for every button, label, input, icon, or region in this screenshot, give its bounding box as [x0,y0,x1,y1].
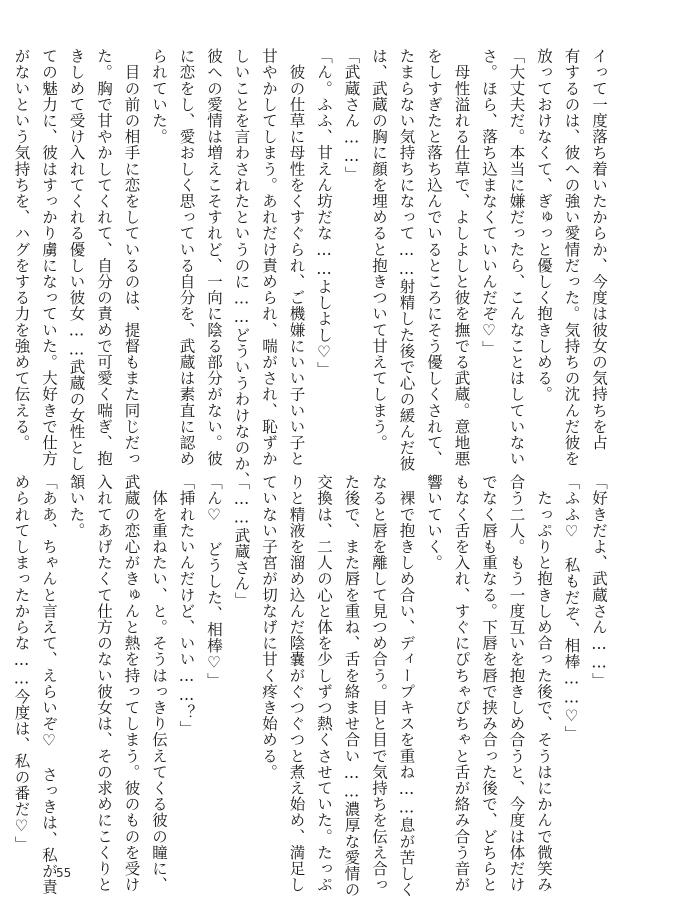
bottom-text-block [7,474,612,898]
text-column: 「挿れたいんだけど、いい……？」 [177,474,196,737]
top-text-block [7,48,612,488]
text-column: でなく唇も重なる。下唇を唇で挟み合った後で、どちらと [480,474,498,893]
text-column: 裸で抱きしめ合い、ディープキスを重ね……息が苦しく [397,474,416,898]
text-column: 彼の仕草に母性をくすぐられ、ご機嫌にいい子いい子と [287,48,306,467]
text-column: 「……武蔵さん」 [232,474,251,608]
text-column: 有するのは、彼への強い愛情だった。気持ちの沈んだ彼を [562,48,581,467]
text-column: 母性溢れる仕草で、よしよしと彼を撫でる武蔵。意地悪 [452,48,471,467]
text-column: イって一度落ち着いたからか、今度は彼女の気持ちを占 [590,48,608,451]
text-column: がないという気持ちを、ハグをする力を強めて伝える。 [12,48,31,451]
text-column: 目の前の相手に恋をしているのは、提督もまた同じだっ [122,48,141,467]
text-column: 武蔵の恋心がきゅんと熱を持ってしまう。彼のものを受け [122,474,141,893]
text-column: ていない子宮が切なげに甘く疼き始める。 [260,474,278,780]
text-column: たまらない気持ちになって……射精した後で心の緩んだ彼 [397,48,416,472]
text-column: さ。ほら、落ち込まなくていいんだぞ♡」 [480,48,498,357]
text-column: 体を重ねたい、と。そうはっきり伝えてくる彼の瞳に、 [150,474,168,893]
text-column: 入れてあげたくて仕方のない彼女は、その求めにこくりと [95,474,113,893]
text-column: をしすぎたと落ち込んでいるところにそう優しくされて、 [425,48,443,467]
text-column: しいことを言わされたというのに……どういうわけなのか、 [232,48,251,488]
text-column: に恋をし、愛おしく思っている自分を、武蔵は素直に認め [177,48,196,467]
text-column: た後で、また唇を重ね、舌を絡ませ合い……濃厚な愛情の [342,474,361,898]
page-number: 55 [56,866,72,880]
text-column: 彼への愛情は増えこそすれど、一向に陰る部分がない。彼 [205,48,223,467]
text-column: た。胸で甘やかしてくれて、自分の責めで可愛く喘ぎ、抱 [95,48,113,467]
text-column: められてしまったからな……今度は、私の番だ♡」 [12,474,31,852]
text-column: 響いていく。 [425,474,443,571]
text-column: なると唇を離して見つめ合う。目と目で気持ちを伝え合っ [370,474,388,893]
text-column: 「ふふ♡ 私もだぞ、相棒……♡」 [562,474,581,742]
text-column: 頷いた。 [67,474,86,539]
text-column: 「武蔵さん……」 [342,48,361,182]
text-column: 「ん。ふふ、甘えん坊だな……よしよし♡」 [315,48,333,378]
text-column: 「好きだよ、武蔵さん……」 [590,474,608,689]
text-column: りと精液を溜め込んだ陰嚢がぐつぐつと煮え始め、満足し [287,474,306,893]
text-column: たっぷりと抱きしめ合った後で、そうはにかんで微笑み [535,474,553,893]
text-column: は、武蔵の胸に顔を埋めると抱きついて甘えてしまう。 [370,48,388,451]
text-column: 放っておけなくて、ぎゅっと優しく抱きしめる。 [535,48,553,403]
text-column: もなく舌を入れ、すぐにぴちゃぴちゃと舌が絡み合う音が [452,474,471,893]
text-column: られていた。 [150,48,168,145]
text-column: 「大丈夫だ。本当に嫌だったら、こんなことはしていない [507,48,526,467]
text-column: きしめて受け入れてくれる優しい彼女……武蔵の女性とし [67,48,86,472]
text-column: ての魅力に、彼はすっかり虜になっていた。大好きで仕方 [40,48,58,467]
text-column: 合う二人。もう一度互いを抱きしめ合うと、今度は体だけ [507,474,526,893]
text-column: 「ん♡ どうした、相棒♡」 [205,474,223,689]
text-column: 交換は、二人の心と体を少しずつ熱くさせていた。たっぷ [315,474,333,893]
text-column: 「ああ、ちゃんと言えて、えらいぞ♡ さっきは、私が責 [40,474,58,896]
text-column: 甘やかしてしまう。あれだけ責められ、喘がされ、恥ずか [260,48,278,467]
